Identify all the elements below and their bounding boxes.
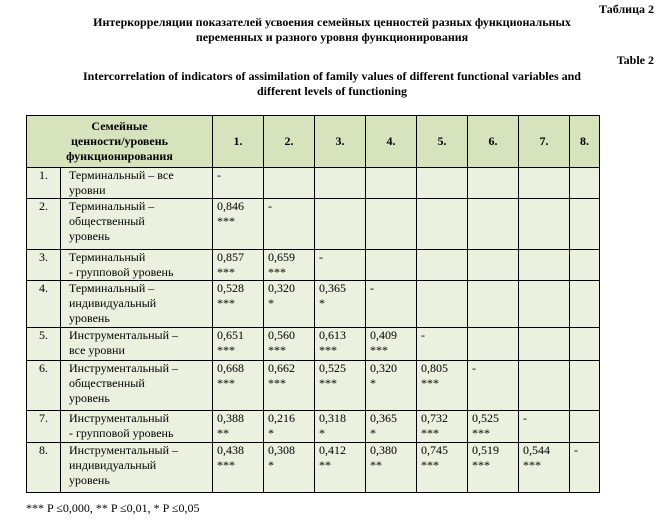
correlation-cell [570,361,600,411]
significance-mark: * [268,296,274,310]
correlation-cell [468,168,519,199]
correlation-cell [315,199,366,250]
correlation-value: 0,745 [421,443,448,457]
significance-mark: * [268,458,274,472]
correlation-cell [315,281,366,328]
correlation-value: 0,857 [217,250,244,264]
table-title-ru-line2: переменных и разного уровня функционирования [195,30,469,44]
correlation-value: 0,318 [319,411,346,425]
correlation-cell [417,250,468,281]
correlation-cell [315,168,366,199]
row-label-line: Терминальный – все [69,168,174,182]
correlation-value: 0,525 [319,361,346,375]
correlation-value: 0,560 [268,328,295,342]
correlation-cell [366,250,417,281]
correlation-cell [264,281,315,328]
significance-mark: *** [217,376,235,390]
significance-mark: *** [523,458,541,472]
correlation-value: 0,412 [319,443,346,457]
correlation-cell [315,411,366,443]
significance-mark: *** [421,426,439,440]
row-label-line: индивидуальный [69,458,157,472]
correlation-cell [468,328,519,361]
row-label-line: Инструментальный – [69,328,179,342]
significance-mark: *** [472,458,490,472]
row-number: 8. [27,443,61,493]
correlation-value: 0,528 [217,281,244,295]
significance-mark: *** [319,343,337,357]
correlation-cell [366,328,417,361]
correlation-cell [417,168,468,199]
significance-mark: * [319,426,325,440]
correlation-cell [570,411,600,443]
row-number: 4. [27,281,61,328]
correlation-cell [264,443,315,493]
correlation-cell [417,199,468,250]
correlation-cell [213,411,264,443]
correlation-cell [366,281,417,328]
table-body [27,168,600,493]
correlation-cell [468,250,519,281]
correlation-value: 0,613 [319,328,346,342]
significance-mark: ** [319,458,331,472]
table-row [27,281,600,328]
header-family-values-line1: Семейные [91,119,148,133]
correlation-cell [264,328,315,361]
correlation-cell [366,199,417,250]
correlation-cell [519,443,570,493]
correlation-cell [213,168,264,199]
correlation-value: - [472,361,476,375]
table-row [27,328,600,361]
correlation-cell [264,411,315,443]
correlation-value: 0,651 [217,328,244,342]
correlation-value: 0,320 [268,281,295,295]
correlation-value: - [319,250,323,264]
correlation-cell [519,361,570,411]
table-title-en-line1: Intercorrelation of indicators of assimilation of family values of different functional variables and [83,69,581,83]
correlation-value: 0,388 [217,411,244,425]
correlation-cell [468,411,519,443]
significance-mark: ** [370,458,382,472]
row-label-line: все уровни [69,343,125,357]
correlation-cell [417,281,468,328]
header-family-values [27,116,213,168]
table-row [27,168,600,199]
correlation-value: 0,662 [268,361,295,375]
header-row [27,116,600,168]
table-row [27,411,600,443]
correlation-cell [468,199,519,250]
correlation-cell [570,328,600,361]
correlation-cell [366,443,417,493]
table-number-en: Table 2 [616,53,654,67]
table-number-ru: Таблица 2 [599,2,654,16]
significance-mark: * [370,376,376,390]
significance-mark: * [268,426,274,440]
table-title-ru-line1: Интеркорреляции показателей усвоения семейных ценностей разных функциональных [93,15,571,29]
header-col-4: 4. [366,116,417,168]
correlation-cell [570,250,600,281]
row-label-line: Терминальный – [69,199,155,213]
correlation-cell [468,443,519,493]
significance-mark: *** [217,265,235,279]
correlation-cell [213,443,264,493]
row-label [61,328,213,361]
significance-mark: *** [217,343,235,357]
header-col-3: 3. [315,116,366,168]
header-col-6: 6. [468,116,519,168]
correlation-cell [213,361,264,411]
correlation-value: - [268,199,272,213]
correlation-cell [570,168,600,199]
correlation-cell [264,361,315,411]
significance-mark: *** [217,458,235,472]
significance-mark: *** [217,214,235,228]
row-number: 6. [27,361,61,411]
correlation-cell [213,281,264,328]
row-number: 2. [27,199,61,250]
significance-mark: *** [370,343,388,357]
correlation-cell [468,361,519,411]
row-label-line: Инструментальный – [69,443,179,457]
correlation-cell [519,281,570,328]
significance-mark: *** [421,458,439,472]
correlation-cell [264,199,315,250]
significance-footnote: *** P ≤0,000, ** P ≤0,01, * P ≤0,05 [26,501,200,515]
significance-mark: *** [217,296,235,310]
row-label-line: уровень [69,311,110,325]
correlation-cell [213,250,264,281]
correlation-cell [366,168,417,199]
row-label-line: уровень [69,229,110,243]
significance-mark: *** [472,426,490,440]
significance-mark: *** [268,343,286,357]
correlation-value: 0,668 [217,361,244,375]
row-label-line: Инструментальный [69,411,170,425]
correlation-cell [264,168,315,199]
row-label-line: индивидуальный [69,296,157,310]
row-label-line: Терминальный – [69,281,155,295]
significance-mark: *** [319,376,337,390]
row-label-line: - групповой уровень [69,426,174,440]
table-row [27,443,600,493]
correlation-cell [315,328,366,361]
table-title-en-line2: different levels of functioning [256,84,408,98]
row-number: 3. [27,250,61,281]
header-family-values-line2: ценности/уровень [71,134,168,148]
correlation-cell [417,411,468,443]
correlation-cell [519,199,570,250]
table-row [27,361,600,411]
row-label-line: общественный [69,376,145,390]
table-row [27,250,600,281]
correlation-value: 0,308 [268,443,295,457]
correlation-cell [315,361,366,411]
correlation-cell [417,361,468,411]
correlation-value: 0,519 [472,443,499,457]
correlation-cell [213,199,264,250]
header-col-1: 1. [213,116,264,168]
correlation-value: - [574,443,578,457]
correlation-cell [315,250,366,281]
correlation-value: 0,216 [268,411,295,425]
significance-mark: *** [268,376,286,390]
correlation-value: 0,659 [268,250,295,264]
row-label [61,411,213,443]
header-col-7: 7. [519,116,570,168]
correlation-value: 0,409 [370,328,397,342]
header-col-5: 5. [417,116,468,168]
correlation-value: - [370,281,374,295]
correlation-value: - [523,411,527,425]
correlation-cell [417,443,468,493]
correlation-value: 0,380 [370,443,397,457]
correlation-cell [315,443,366,493]
correlation-cell [570,443,600,493]
correlation-cell [519,168,570,199]
table-row [27,199,600,250]
table-title-en [0,69,664,99]
row-label [61,281,213,328]
correlation-cell [468,281,519,328]
header-col-8: 8. [570,116,600,168]
correlation-cell [213,328,264,361]
significance-mark: * [319,296,325,310]
row-label-line: Терминальный [69,250,146,264]
correlation-value: 0,365 [370,411,397,425]
significance-mark: * [370,426,376,440]
correlation-cell [519,411,570,443]
row-label [61,250,213,281]
correlation-cell [417,328,468,361]
row-label [61,168,213,199]
row-label [61,443,213,493]
row-number: 5. [27,328,61,361]
correlation-value: 0,438 [217,443,244,457]
correlation-table [26,115,600,493]
significance-mark: *** [268,265,286,279]
row-label-line: уровень [69,473,110,487]
correlation-cell [570,199,600,250]
correlation-cell [366,361,417,411]
correlation-value: 0,732 [421,411,448,425]
header-family-values-line3: функционирования [66,149,173,163]
row-label [61,361,213,411]
row-label-line: уровень [69,391,110,405]
row-label-line: уровни [69,183,106,197]
correlation-value: 0,846 [217,199,244,213]
row-label-line: - групповой уровень [69,265,174,279]
correlation-cell [519,328,570,361]
row-label [61,199,213,250]
significance-mark: *** [421,376,439,390]
row-number: 7. [27,411,61,443]
correlation-cell [519,250,570,281]
correlation-value: 0,544 [523,443,550,457]
row-number: 1. [27,168,61,199]
correlation-cell [264,250,315,281]
correlation-value: 0,525 [472,411,499,425]
correlation-value: - [421,328,425,342]
table-title-ru [0,15,664,45]
significance-mark: ** [217,426,229,440]
correlation-value: - [217,168,221,182]
correlation-cell [570,281,600,328]
correlation-value: 0,320 [370,361,397,375]
row-label-line: общественный [69,214,145,228]
correlation-value: 0,805 [421,361,448,375]
correlation-cell [366,411,417,443]
correlation-value: 0,365 [319,281,346,295]
row-label-line: Инструментальный – [69,361,179,375]
header-col-2: 2. [264,116,315,168]
